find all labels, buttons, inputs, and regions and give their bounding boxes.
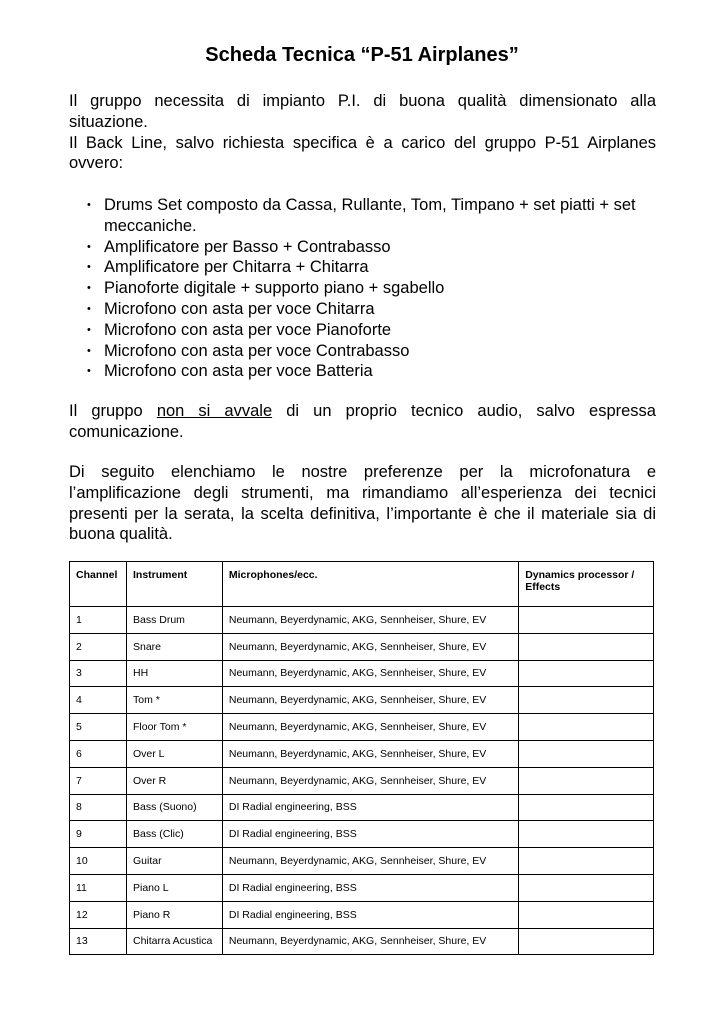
table-row: [70, 660, 654, 687]
channel-table: [69, 561, 654, 955]
note-text: Il gruppo: [69, 402, 143, 420]
table-row: [70, 767, 654, 794]
table-row: [70, 874, 654, 901]
intro-line: Il Back Line, salvo richiesta specifica è a carico del gruppo P-51 Airplanes: [69, 133, 656, 152]
cell-microphones: Neumann, Beyerdynamic, AKG, Sennheiser, Shure, EV: [222, 740, 518, 767]
cell-instrument: Bass Drum: [126, 607, 222, 634]
bullet-icon: •: [87, 365, 91, 378]
list-item: [87, 195, 657, 237]
cell-dynamics: [519, 714, 654, 741]
cell-instrument: Over R: [126, 767, 222, 794]
note-line: [69, 401, 656, 422]
cell-channel: 5: [70, 714, 127, 741]
cell-microphones: Neumann, Beyerdynamic, AKG, Sennheiser, Shure, EV: [222, 848, 518, 875]
note-line: comunicazione.: [69, 422, 184, 441]
bullet-icon: •: [87, 344, 91, 357]
table-row: [70, 848, 654, 875]
cell-dynamics: [519, 821, 654, 848]
cell-instrument: HH: [126, 660, 222, 687]
cell-microphones: Neumann, Beyerdynamic, AKG, Sennheiser, Shure, EV: [222, 687, 518, 714]
note-text: di un proprio tecnico audio, salvo espressa: [286, 402, 656, 420]
table-row: [70, 714, 654, 741]
cell-channel: 12: [70, 901, 127, 928]
header-channel: Channel: [70, 562, 127, 607]
cell-dynamics: [519, 660, 654, 687]
bullet-icon: •: [87, 302, 91, 315]
header-dynamics: Dynamics processor / Effects: [519, 562, 654, 607]
cell-dynamics: [519, 874, 654, 901]
cell-channel: 8: [70, 794, 127, 821]
list-item: [87, 341, 657, 362]
list-item-text: Drums Set composto da Cassa, Rullante, Tom, Timpano + set piatti + set meccaniche.: [104, 196, 636, 235]
cell-channel: 10: [70, 848, 127, 875]
table-row: [70, 607, 654, 634]
list-item-text: Amplificatore per Basso + Contrabasso: [104, 237, 391, 256]
cell-channel: 13: [70, 928, 127, 955]
intro-paragraph: [69, 91, 656, 174]
cell-instrument: Chitarra Acustica: [126, 928, 222, 955]
list-item-text: Amplificatore per Chitarra + Chitarra: [104, 258, 369, 277]
technician-note: [69, 401, 656, 443]
bullet-icon: •: [87, 240, 91, 253]
list-item-text: Pianoforte digitale + supporto piano + sgabello: [104, 279, 445, 298]
bullet-icon: •: [87, 323, 91, 336]
list-item: [87, 278, 657, 299]
cell-instrument: Tom *: [126, 687, 222, 714]
cell-dynamics: [519, 740, 654, 767]
header-instrument: Instrument: [126, 562, 222, 607]
cell-channel: 9: [70, 821, 127, 848]
list-item: [87, 320, 657, 341]
cell-microphones: DI Radial engineering, BSS: [222, 901, 518, 928]
cell-dynamics: [519, 794, 654, 821]
backline-list: [87, 195, 657, 382]
preferences-line: buona qualità.: [69, 525, 173, 544]
cell-dynamics: [519, 687, 654, 714]
cell-microphones: DI Radial engineering, BSS: [222, 821, 518, 848]
table-row: [70, 687, 654, 714]
cell-instrument: Piano R: [126, 901, 222, 928]
intro-line: Il gruppo necessita di impianto P.I. di buona qualità dimensionato alla: [69, 92, 656, 110]
list-item-text: Microfono con asta per voce Chitarra: [104, 299, 375, 318]
list-item: [87, 299, 657, 320]
cell-instrument: Piano L: [126, 874, 222, 901]
bullet-icon: •: [87, 261, 91, 274]
table-row: [70, 740, 654, 767]
cell-microphones: Neumann, Beyerdynamic, AKG, Sennheiser, Shure, EV: [222, 633, 518, 660]
cell-microphones: Neumann, Beyerdynamic, AKG, Sennheiser, Shure, EV: [222, 767, 518, 794]
cell-channel: 2: [70, 633, 127, 660]
list-item: [87, 361, 657, 382]
cell-dynamics: [519, 901, 654, 928]
table-row: [70, 633, 654, 660]
cell-microphones: DI Radial engineering, BSS: [222, 874, 518, 901]
cell-dynamics: [519, 848, 654, 875]
header-microphones: Microphones/ecc.: [222, 562, 518, 607]
cell-dynamics: [519, 633, 654, 660]
cell-microphones: Neumann, Beyerdynamic, AKG, Sennheiser, Shure, EV: [222, 660, 518, 687]
intro-line: situazione.: [69, 112, 148, 131]
cell-channel: 7: [70, 767, 127, 794]
table-row: [70, 928, 654, 955]
page-title: Scheda Tecnica “P-51 Airplanes”: [205, 44, 519, 66]
list-item: [87, 257, 657, 278]
list-item-text: Microfono con asta per voce Batteria: [104, 362, 373, 381]
preferences-line: l’amplificazione degli strumenti, ma rimandiamo all’esperienza dei tecnici: [69, 483, 656, 502]
list-item: [87, 237, 657, 258]
cell-microphones: Neumann, Beyerdynamic, AKG, Sennheiser, Shure, EV: [222, 714, 518, 741]
preferences-line: presenti per la serata, la scelta definitiva, l’importante è che il materiale sia di: [69, 504, 656, 523]
preferences-line: Di seguito elenchiamo le nostre preferenze per la microfonatura e: [69, 463, 656, 481]
cell-instrument: Bass (Suono): [126, 794, 222, 821]
table-row: [70, 821, 654, 848]
bullet-icon: •: [87, 282, 91, 295]
cell-instrument: Bass (Clic): [126, 821, 222, 848]
table-row: [70, 794, 654, 821]
intro-line: ovvero:: [69, 154, 124, 173]
table-header-row: [70, 562, 654, 607]
cell-channel: 6: [70, 740, 127, 767]
cell-channel: 4: [70, 687, 127, 714]
cell-instrument: Floor Tom *: [126, 714, 222, 741]
preferences-paragraph: [69, 462, 656, 545]
cell-dynamics: [519, 607, 654, 634]
table-row: [70, 901, 654, 928]
cell-channel: 3: [70, 660, 127, 687]
cell-microphones: Neumann, Beyerdynamic, AKG, Sennheiser, Shure, EV: [222, 607, 518, 634]
note-underlined-text: non si avvale: [156, 402, 273, 420]
table-body: [70, 607, 654, 955]
cell-instrument: Guitar: [126, 848, 222, 875]
cell-instrument: Snare: [126, 633, 222, 660]
cell-instrument: Over L: [126, 740, 222, 767]
bullet-icon: •: [87, 199, 91, 211]
cell-channel: 11: [70, 874, 127, 901]
cell-microphones: Neumann, Beyerdynamic, AKG, Sennheiser, Shure, EV: [222, 928, 518, 955]
list-item-text: Microfono con asta per voce Contrabasso: [104, 341, 410, 360]
list-item-text: Microfono con asta per voce Pianoforte: [104, 320, 392, 339]
cell-dynamics: [519, 928, 654, 955]
cell-channel: 1: [70, 607, 127, 634]
cell-dynamics: [519, 767, 654, 794]
cell-microphones: DI Radial engineering, BSS: [222, 794, 518, 821]
